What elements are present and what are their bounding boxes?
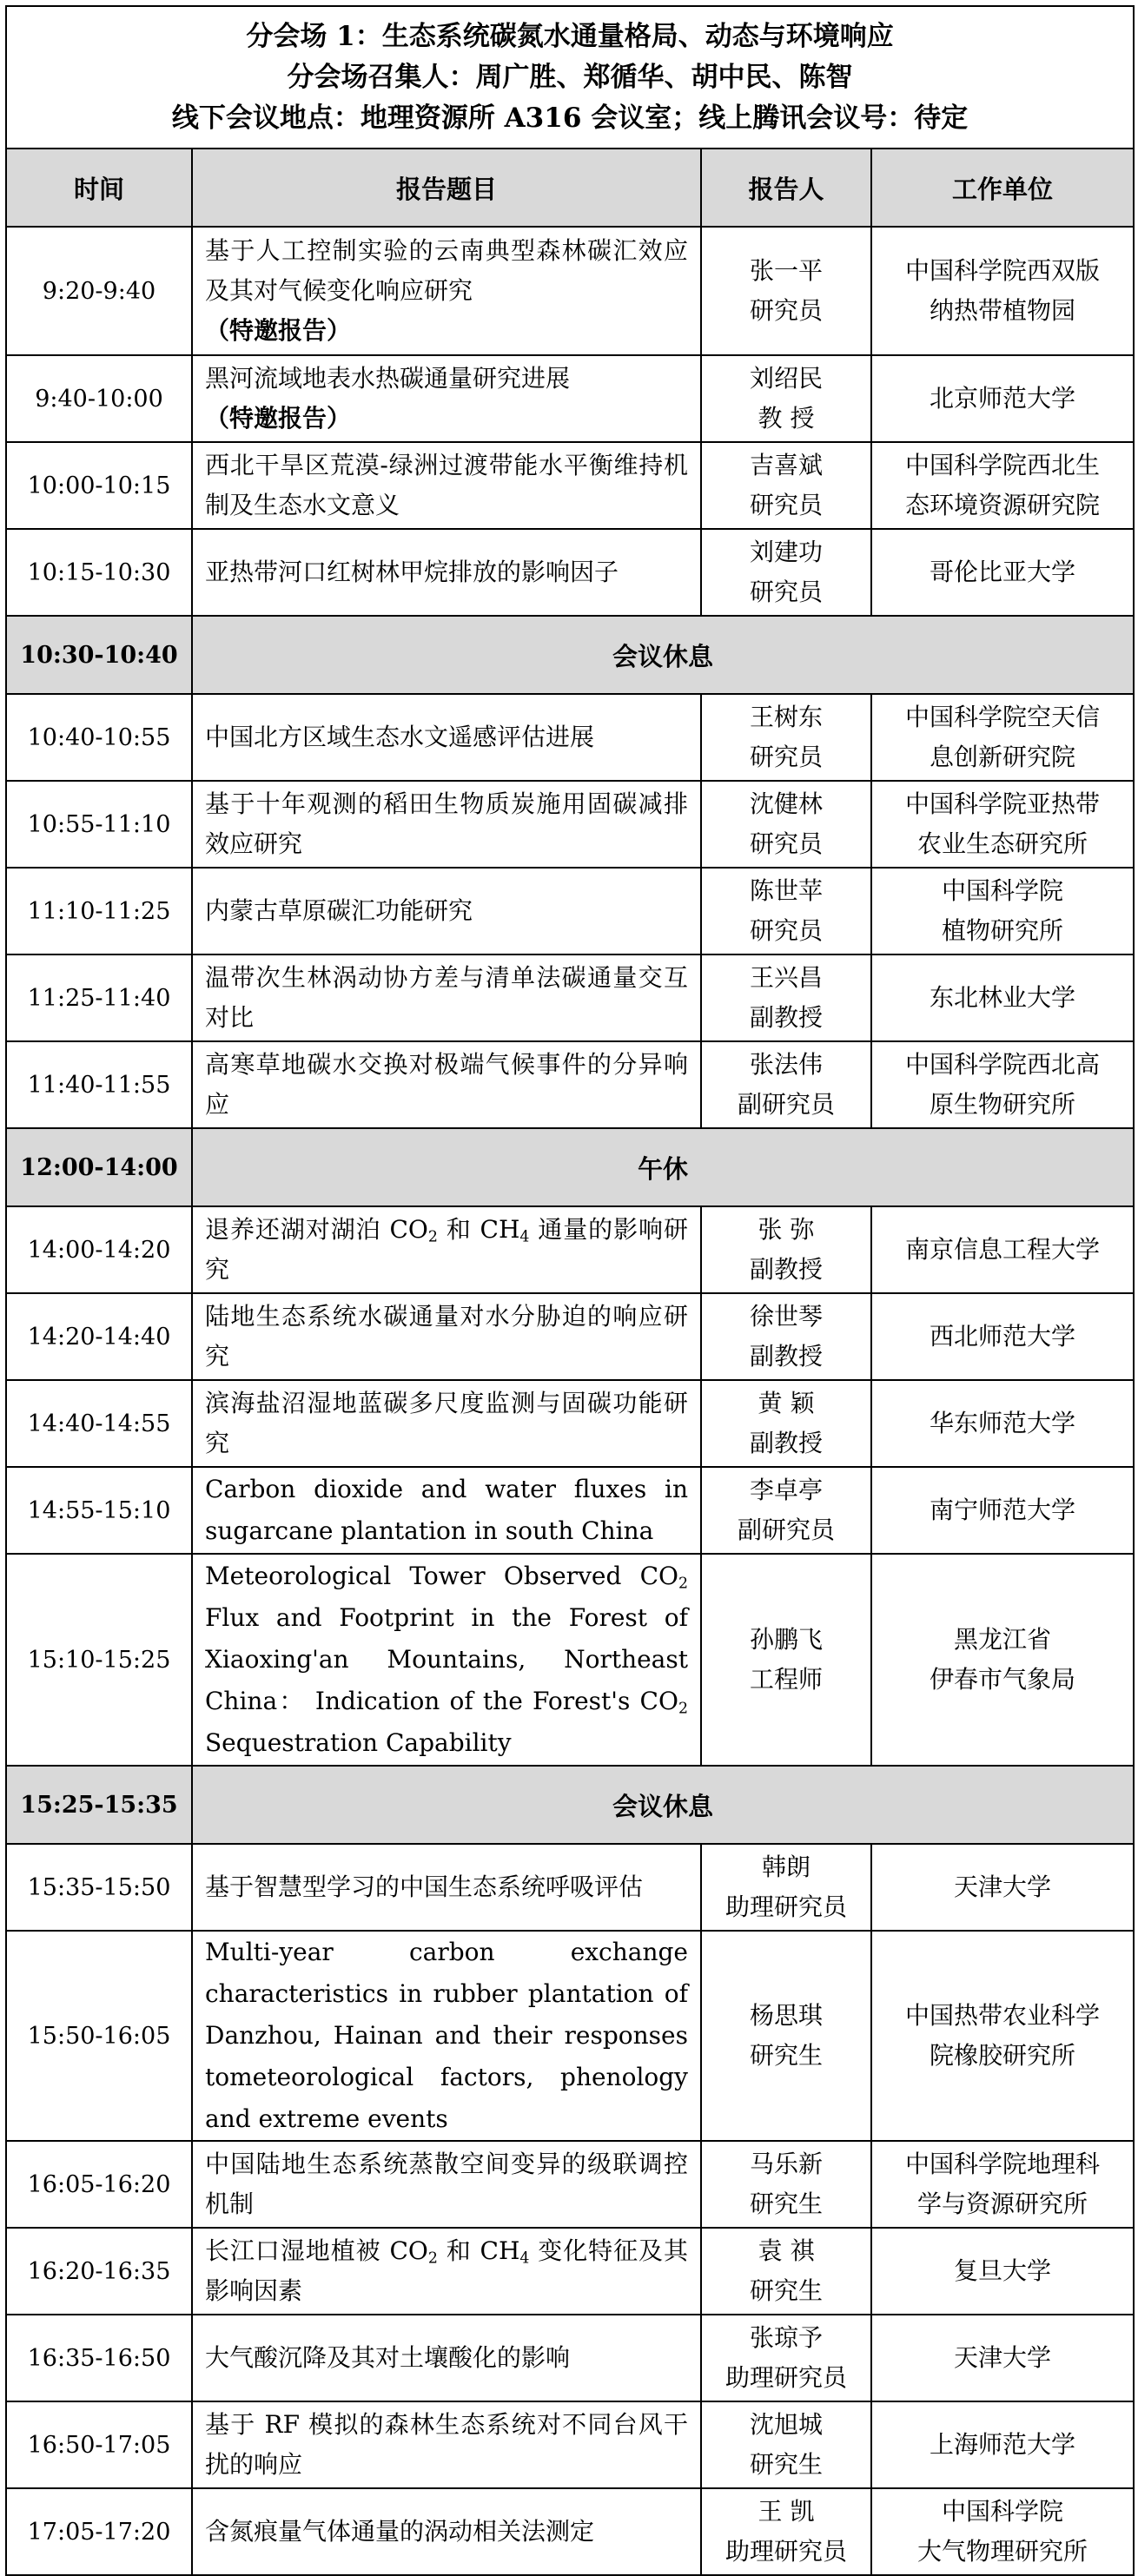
- organization-line: 黑龙江省: [954, 1625, 1052, 1654]
- talk-topic: [192, 1467, 701, 1554]
- talk-speaker: [701, 694, 871, 781]
- talk-organization: [871, 2401, 1134, 2488]
- subscript: 2: [427, 1228, 438, 1246]
- speaker-title: 副教授: [749, 1342, 823, 1371]
- break-time: 12:00-14:00: [6, 1128, 192, 1206]
- session-conveners: 分会场召集人：周广胜、郑循华、胡中民、陈智: [287, 61, 853, 93]
- talk-topic: [192, 868, 701, 954]
- talk-topic: [192, 2401, 701, 2488]
- organization-line: 天津大学: [954, 2343, 1052, 2372]
- talk-time: 14:55-15:10: [6, 1467, 192, 1554]
- table-row: [6, 1206, 1134, 1293]
- talk-time: 15:10-15:25: [6, 1554, 192, 1766]
- talk-speaker: [701, 355, 871, 442]
- speaker-name: 张一平: [749, 256, 823, 285]
- speaker-title: 教 授: [758, 404, 815, 433]
- talk-time: 14:20-14:40: [6, 1293, 192, 1380]
- organization-line: 中国科学院: [942, 876, 1064, 905]
- talk-topic: [192, 694, 701, 781]
- speaker-title: 副研究员: [737, 1516, 835, 1544]
- talk-time: 11:25-11:40: [6, 954, 192, 1041]
- talk-time: 10:55-11:10: [6, 781, 192, 868]
- organization-line: 植物研究所: [942, 916, 1064, 945]
- table-row: [6, 2228, 1134, 2315]
- talk-organization: [871, 1293, 1134, 1380]
- talk-organization: [871, 694, 1134, 781]
- talk-speaker: [701, 442, 871, 529]
- talk-topic: [192, 954, 701, 1041]
- topic-text: 基于智慧型学习的中国生态系统呼吸评估: [205, 1873, 644, 1901]
- column-header-row: [6, 149, 1134, 227]
- organization-line: 上海师范大学: [930, 2430, 1076, 2459]
- table-row: [6, 694, 1134, 781]
- speaker-name: 韩朗: [761, 1853, 810, 1881]
- table-row: [6, 868, 1134, 954]
- speaker-title: 助理研究员: [724, 2537, 847, 2566]
- break-row: [6, 616, 1134, 694]
- talk-topic: [192, 2315, 701, 2401]
- organization-line: 北京师范大学: [930, 384, 1076, 413]
- talk-speaker: [701, 1467, 871, 1554]
- speaker-title: 研究员: [749, 578, 823, 606]
- topic-text: 含氮痕量气体通量的涡动相关法测定: [205, 2517, 595, 2546]
- organization-line: 纳热带植物园: [930, 296, 1076, 325]
- talk-organization: [871, 1380, 1134, 1467]
- table-row: [6, 1467, 1134, 1554]
- session-title: 分会场 1：生态系统碳氮水通量格局、动态与环境响应: [246, 20, 894, 52]
- talk-organization: [871, 1931, 1134, 2141]
- topic-text: 西北干旱区荒漠-绿洲过渡带能水平衡维持机制及生态水文意义: [205, 451, 688, 519]
- organization-line: 天津大学: [954, 1873, 1052, 1901]
- talk-topic: [192, 2488, 701, 2575]
- topic-text: Flux and Footprint in the Forest of Xiaoxing'an Mountains, Northeast China： Indication of the Forest's CO: [205, 1603, 688, 1715]
- topic-text: 变化特征及其影响因素: [205, 2236, 688, 2305]
- speaker-name: 沈旭城: [749, 2410, 823, 2439]
- organization-line: 南宁师范大学: [930, 1496, 1076, 1524]
- table-row: [6, 355, 1134, 442]
- talk-speaker: [701, 2401, 871, 2488]
- column-header-org: 工作单位: [871, 149, 1134, 227]
- talk-speaker: [701, 1844, 871, 1931]
- talk-speaker: [701, 2315, 871, 2401]
- topic-text: 黑河流域地表水热碳通量研究进展: [205, 364, 571, 393]
- column-header-time: 时间: [6, 149, 192, 227]
- organization-line: 学与资源研究所: [917, 2190, 1088, 2218]
- talk-speaker: [701, 868, 871, 954]
- talk-speaker: [701, 1931, 871, 2141]
- organization-line: 伊春市气象局: [930, 1665, 1076, 1694]
- talk-organization: [871, 442, 1134, 529]
- topic-text: 基于十年观测的稻田生物质炭施用固碳减排效应研究: [205, 789, 688, 858]
- topic-text: Meteorological Tower Observed CO: [205, 1562, 678, 1590]
- break-time: 10:30-10:40: [6, 616, 192, 694]
- table-row: [6, 1380, 1134, 1467]
- topic-text: 中国北方区域生态水文遥感评估进展: [205, 723, 595, 751]
- talk-topic: [192, 2228, 701, 2315]
- topic-text: 中国陆地生态系统蒸散空间变异的级联调控机制: [205, 2150, 688, 2218]
- talk-organization: [871, 2141, 1134, 2228]
- speaker-name: 王兴昌: [749, 963, 823, 992]
- topic-text: 温带次生林涡动协方差与清单法碳通量交互对比: [205, 963, 688, 1032]
- table-row: [6, 529, 1134, 616]
- talk-topic: [192, 2141, 701, 2228]
- talk-time: 11:10-11:25: [6, 868, 192, 954]
- title-row: [6, 6, 1134, 149]
- table-row: [6, 1844, 1134, 1931]
- organization-line: 中国热带农业科学: [905, 2001, 1101, 2030]
- schedule-sheet: [5, 5, 1133, 2566]
- topic-text: 退养还湖对湖泊 CO: [205, 1215, 428, 1244]
- speaker-title: 研究员: [749, 296, 823, 325]
- speaker-title: 研究生: [749, 2190, 823, 2218]
- talk-time: 15:50-16:05: [6, 1931, 192, 2141]
- table-row: [6, 954, 1134, 1041]
- speaker-name: 马乐新: [749, 2150, 823, 2178]
- talk-organization: [871, 868, 1134, 954]
- talk-topic: [192, 529, 701, 616]
- topic-text: 滨海盐沼湿地蓝碳多尺度监测与固碳功能研究: [205, 1389, 688, 1457]
- talk-organization: [871, 2315, 1134, 2401]
- column-header-topic: 报告题目: [192, 149, 701, 227]
- talk-organization: [871, 355, 1134, 442]
- table-row: [6, 2401, 1134, 2488]
- speaker-name: 杨思琪: [749, 2001, 823, 2030]
- topic-text: 陆地生态系统水碳通量对水分胁迫的响应研究: [205, 1302, 688, 1371]
- organization-line: 息创新研究院: [930, 743, 1076, 771]
- talk-topic: [192, 227, 701, 355]
- talk-time: 10:40-10:55: [6, 694, 192, 781]
- talk-speaker: [701, 1380, 871, 1467]
- table-row: [6, 1931, 1134, 2141]
- talk-speaker: [701, 529, 871, 616]
- speaker-name: 张法伟: [749, 1050, 823, 1079]
- talk-organization: [871, 2228, 1134, 2315]
- session-venue: 线下会议地点：地理资源所 A316 会议室；线上腾讯会议号：待定: [171, 102, 969, 134]
- topic-text: 长江口湿地植被 CO: [205, 2236, 428, 2265]
- topic-text: 高寒草地碳水交换对极端气候事件的分异响应: [205, 1050, 688, 1119]
- organization-line: 大气物理研究所: [917, 2537, 1088, 2566]
- break-label: 会议休息: [192, 616, 1134, 694]
- talk-topic: [192, 1931, 701, 2141]
- speaker-name: 张 弥: [758, 1215, 815, 1244]
- topic-text: Multi-year carbon exchange characteristics in rubber plantation of Danzhou, Hainan and their responses tometeorological factors, phenology and extreme events: [205, 1938, 688, 2133]
- speaker-title: 研究员: [749, 829, 823, 858]
- speaker-title: 副教授: [749, 1255, 823, 1284]
- talk-organization: [871, 1554, 1134, 1766]
- talk-time: 11:40-11:55: [6, 1041, 192, 1128]
- organization-line: 中国科学院: [942, 2497, 1064, 2526]
- break-label: 会议休息: [192, 1766, 1134, 1844]
- talk-topic: [192, 442, 701, 529]
- talk-speaker: [701, 2228, 871, 2315]
- session-title-block: [6, 6, 1134, 149]
- organization-line: 中国科学院西北生: [905, 451, 1101, 479]
- speaker-name: 刘绍民: [749, 364, 823, 393]
- talk-speaker: [701, 954, 871, 1041]
- topic-text: 和 CH: [437, 1215, 520, 1244]
- talk-organization: [871, 1467, 1134, 1554]
- speaker-title: 助理研究员: [724, 2363, 847, 2392]
- talk-speaker: [701, 1041, 871, 1128]
- talk-time: 16:05-16:20: [6, 2141, 192, 2228]
- organization-line: 华东师范大学: [930, 1409, 1076, 1437]
- talk-topic: [192, 1293, 701, 1380]
- organization-line: 中国科学院西北高: [905, 1050, 1101, 1079]
- organization-line: 院橡胶研究所: [930, 2041, 1076, 2070]
- topic-text: Sequestration Capability: [205, 1728, 512, 1757]
- speaker-name: 张琼予: [749, 2323, 823, 2352]
- talk-time: 10:00-10:15: [6, 442, 192, 529]
- organization-line: 南京信息工程大学: [905, 1235, 1101, 1264]
- speaker-name: 黄 颖: [758, 1389, 815, 1417]
- talk-organization: [871, 529, 1134, 616]
- topic-text: 基于人工控制实验的云南典型森林碳汇效应及其对气候变化响应研究: [205, 236, 688, 305]
- invited-talk-tag: （特邀报告）: [205, 316, 352, 345]
- break-row: [6, 1128, 1134, 1206]
- talk-speaker: [701, 227, 871, 355]
- table-row: [6, 2488, 1134, 2575]
- speaker-name: 李卓亭: [749, 1476, 823, 1504]
- subscript: 4: [519, 2249, 530, 2268]
- talk-organization: [871, 2488, 1134, 2575]
- talk-time: 9:20-9:40: [6, 227, 192, 355]
- talk-speaker: [701, 2141, 871, 2228]
- talk-time: 14:00-14:20: [6, 1206, 192, 1293]
- speaker-title: 研究生: [749, 2276, 823, 2305]
- table-row: [6, 442, 1134, 529]
- table-row: [6, 781, 1134, 868]
- speaker-name: 王 凯: [758, 2497, 815, 2526]
- subscript: 2: [678, 1700, 688, 1718]
- speaker-name: 孙鹏飞: [749, 1625, 823, 1654]
- table-row: [6, 1554, 1134, 1766]
- speaker-title: 研究员: [749, 743, 823, 771]
- table-row: [6, 2315, 1134, 2401]
- subscript: 2: [678, 1575, 688, 1593]
- talk-speaker: [701, 1206, 871, 1293]
- organization-line: 中国科学院亚热带: [905, 789, 1101, 818]
- speaker-title: 助理研究员: [724, 1892, 847, 1921]
- talk-organization: [871, 1041, 1134, 1128]
- organization-line: 中国科学院空天信: [905, 703, 1101, 731]
- organization-line: 态环境资源研究院: [905, 491, 1101, 519]
- topic-text: 通量的影响研究: [205, 1215, 688, 1284]
- talk-time: 16:20-16:35: [6, 2228, 192, 2315]
- talk-topic: [192, 1844, 701, 1931]
- talk-organization: [871, 227, 1134, 355]
- talk-time: 16:35-16:50: [6, 2315, 192, 2401]
- subscript: 2: [427, 2249, 438, 2268]
- speaker-title: 副研究员: [737, 1090, 835, 1119]
- break-time: 15:25-15:35: [6, 1766, 192, 1844]
- talk-speaker: [701, 781, 871, 868]
- table-row: [6, 2141, 1134, 2228]
- speaker-name: 王树东: [749, 703, 823, 731]
- subscript: 4: [519, 1228, 530, 1246]
- talk-organization: [871, 781, 1134, 868]
- talk-topic: [192, 1554, 701, 1766]
- speaker-name: 袁 祺: [758, 2236, 815, 2265]
- speaker-title: 研究员: [749, 491, 823, 519]
- organization-line: 东北林业大学: [930, 983, 1076, 1012]
- topic-text: 和 CH: [437, 2236, 520, 2265]
- invited-talk-tag: （特邀报告）: [205, 404, 352, 433]
- talk-topic: [192, 1041, 701, 1128]
- column-header-speaker: 报告人: [701, 149, 871, 227]
- talk-time: 14:40-14:55: [6, 1380, 192, 1467]
- speaker-title: 研究生: [749, 2041, 823, 2070]
- talk-speaker: [701, 1293, 871, 1380]
- speaker-title: 研究员: [749, 916, 823, 945]
- talk-speaker: [701, 2488, 871, 2575]
- topic-text: Carbon dioxide and water fluxes in sugarcane plantation in south China: [205, 1475, 688, 1545]
- speaker-title: 副教授: [749, 1429, 823, 1457]
- topic-text: 大气酸沉降及其对土壤酸化的影响: [205, 2343, 571, 2372]
- talk-organization: [871, 1206, 1134, 1293]
- speaker-name: 沈健林: [749, 789, 823, 818]
- table-row: [6, 1041, 1134, 1128]
- talk-topic: [192, 1380, 701, 1467]
- topic-text: 亚热带河口红树林甲烷排放的影响因子: [205, 558, 619, 586]
- talk-speaker: [701, 1554, 871, 1766]
- organization-line: 中国科学院地理科: [905, 2150, 1101, 2178]
- speaker-title: 工程师: [749, 1665, 823, 1694]
- table-row: [6, 227, 1134, 355]
- topic-text: 基于 RF 模拟的森林生态系统对不同台风干扰的响应: [205, 2410, 688, 2479]
- talk-topic: [192, 1206, 701, 1293]
- break-label: 午休: [192, 1128, 1134, 1206]
- speaker-title: 副教授: [749, 1003, 823, 1032]
- speaker-name: 吉喜斌: [749, 451, 823, 479]
- speaker-name: 陈世苹: [749, 876, 823, 905]
- break-row: [6, 1766, 1134, 1844]
- schedule-table: [5, 5, 1135, 2576]
- organization-line: 中国科学院西双版: [905, 256, 1101, 285]
- speaker-name: 徐世琴: [749, 1302, 823, 1331]
- table-row: [6, 1293, 1134, 1380]
- talk-organization: [871, 1844, 1134, 1931]
- talk-time: 16:50-17:05: [6, 2401, 192, 2488]
- organization-line: 西北师范大学: [930, 1322, 1076, 1351]
- organization-line: 复旦大学: [954, 2256, 1052, 2285]
- organization-line: 农业生态研究所: [917, 829, 1088, 858]
- organization-line: 哥伦比亚大学: [930, 558, 1076, 586]
- talk-time: 17:05-17:20: [6, 2488, 192, 2575]
- talk-topic: [192, 355, 701, 442]
- speaker-title: 研究生: [749, 2450, 823, 2479]
- organization-line: 原生物研究所: [930, 1090, 1076, 1119]
- talk-time: 9:40-10:00: [6, 355, 192, 442]
- talk-organization: [871, 954, 1134, 1041]
- speaker-name: 刘建功: [749, 538, 823, 566]
- talk-time: 15:35-15:50: [6, 1844, 192, 1931]
- talk-time: 10:15-10:30: [6, 529, 192, 616]
- talk-topic: [192, 781, 701, 868]
- topic-text: 内蒙古草原碳汇功能研究: [205, 896, 473, 925]
